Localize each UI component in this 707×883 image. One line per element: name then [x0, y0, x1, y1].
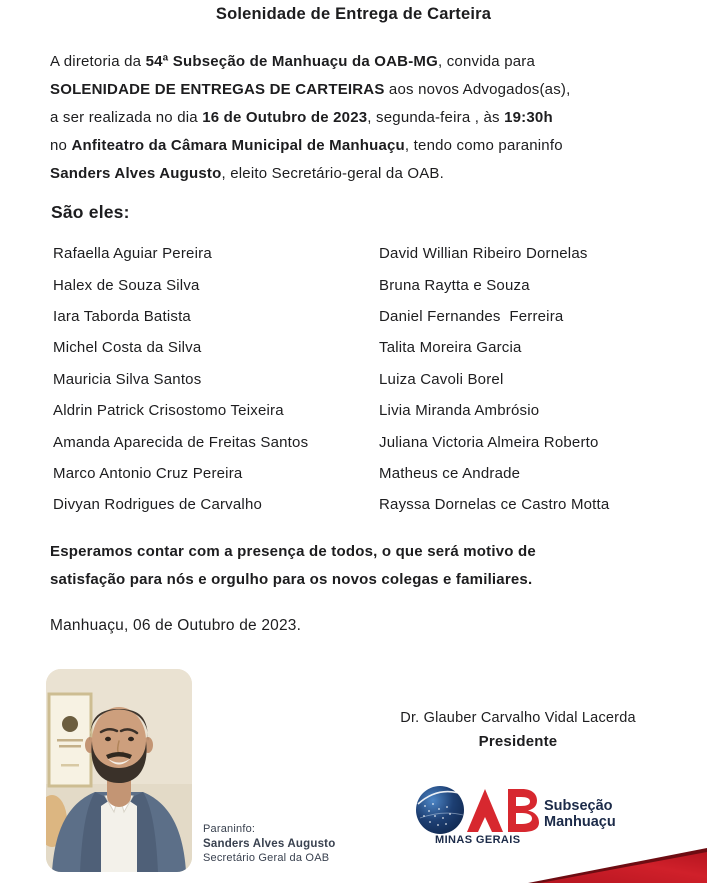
attendee-name-right: Juliana Victoria Almeira Roberto — [379, 433, 599, 451]
attendee-name-left: Iara Taborda Batista — [53, 307, 191, 325]
oab-letters — [467, 789, 539, 832]
invite-segment: SOLENIDADE DE ENTREGAS DE CARTEIRAS — [50, 81, 385, 98]
invite-segment: , convida para — [437, 53, 536, 70]
invite-segment: aos novos Advogados(as), — [384, 81, 571, 98]
attendee-row — [53, 301, 678, 332]
president-block — [377, 707, 659, 753]
attendee-name-right: Luiza Cavoli Borel — [379, 370, 504, 388]
invite-segment: a ser realizada no dia — [50, 109, 203, 126]
attendee-row — [53, 458, 678, 489]
attendee-name-right: Talita Moreira Garcia — [379, 339, 522, 357]
attendee-row — [53, 395, 678, 426]
invite-segment: , eleito Secretário-geral da OAB. — [221, 165, 445, 182]
attendee-name-left: Aldrin Patrick Crisostomo Teixeira — [53, 402, 284, 420]
invite-segment: 54ª Subseção de Manhuaçu da OAB-MG — [145, 53, 438, 70]
attendees-list — [53, 238, 678, 521]
closing-line: satisfação para nós e orgulho para os novos colegas e familiares. — [50, 570, 533, 588]
attendee-name-right: David Willian Ribeiro Dornelas — [379, 245, 588, 263]
invite-segment: no — [50, 137, 72, 154]
attendee-row — [53, 332, 678, 363]
oab-subsection-line2: Manhuaçu — [544, 814, 616, 830]
globe-icon — [416, 786, 465, 834]
president-name: Dr. Glauber Carvalho Vidal Lacerda — [400, 710, 636, 726]
invite-segment: Sanders Alves Augusto — [50, 165, 222, 182]
date-line: Manhuaçu, 06 de Outubro de 2023. — [50, 617, 302, 634]
attendee-name-left: Mauricia Silva Santos — [53, 370, 202, 388]
invite-segment: 16 de Outubro de 2023 — [202, 109, 368, 126]
invitation-paragraph — [50, 48, 700, 188]
closing-line: Esperamos contar com a presença de todos, o que será motivo de — [50, 543, 536, 560]
oab-logo-mark — [413, 780, 548, 840]
attendee-row — [53, 238, 678, 269]
oab-region-label: MINAS GERAIS — [435, 834, 521, 846]
framed-certificate — [49, 694, 91, 786]
corner-ribbon-decoration — [0, 838, 707, 883]
closing-paragraph — [50, 538, 690, 593]
attendees-heading: São eles: — [51, 202, 130, 222]
invite-segment: , tendo como paraninfo — [404, 137, 563, 154]
attendee-row — [53, 364, 678, 395]
invite-segment: Anfiteatro da Câmara Municipal de Manhuaçu — [71, 137, 405, 154]
attendee-name-left: Amanda Aparecida de Freitas Santos — [53, 433, 309, 451]
attendee-name-left: Halex de Souza Silva — [53, 276, 200, 294]
attendee-name-left: Divyan Rodrigues de Carvalho — [53, 496, 263, 514]
oab-subsection-line1: Subseção — [544, 798, 613, 814]
president-title: Presidente — [478, 733, 558, 750]
attendee-row — [53, 489, 678, 520]
document-title: Solenidade de Entrega de Carteira — [215, 5, 492, 23]
attendee-name-left: Marco Antonio Cruz Pereira — [53, 464, 243, 482]
attendee-name-right: Livia Miranda Ambrósio — [379, 402, 540, 420]
attendee-row — [53, 269, 678, 300]
attendee-name-left: Rafaella Aguiar Pereira — [53, 245, 212, 263]
attendee-name-left: Michel Costa da Silva — [53, 339, 202, 357]
attendee-name-right: Rayssa Dornelas ce Castro Motta — [379, 496, 610, 514]
invite-segment: , segunda-feira , às — [367, 109, 505, 126]
attendee-name-right: Matheus ce Andrade — [379, 464, 521, 482]
paraninfo-name: Sanders Alves Augusto — [203, 837, 336, 850]
oab-subsection-label — [544, 798, 616, 830]
attendee-row — [53, 426, 678, 457]
paraninfo-label: Paraninfo: — [203, 823, 256, 835]
attendee-name-right: Bruna Raytta e Souza — [379, 276, 530, 294]
invite-segment: 19:30h — [504, 109, 553, 126]
attendee-name-right: Daniel Fernandes Ferreira — [379, 307, 564, 325]
invite-segment: A diretoria da — [50, 53, 146, 70]
paraninfo-role: Secretário Geral da OAB — [203, 852, 330, 864]
